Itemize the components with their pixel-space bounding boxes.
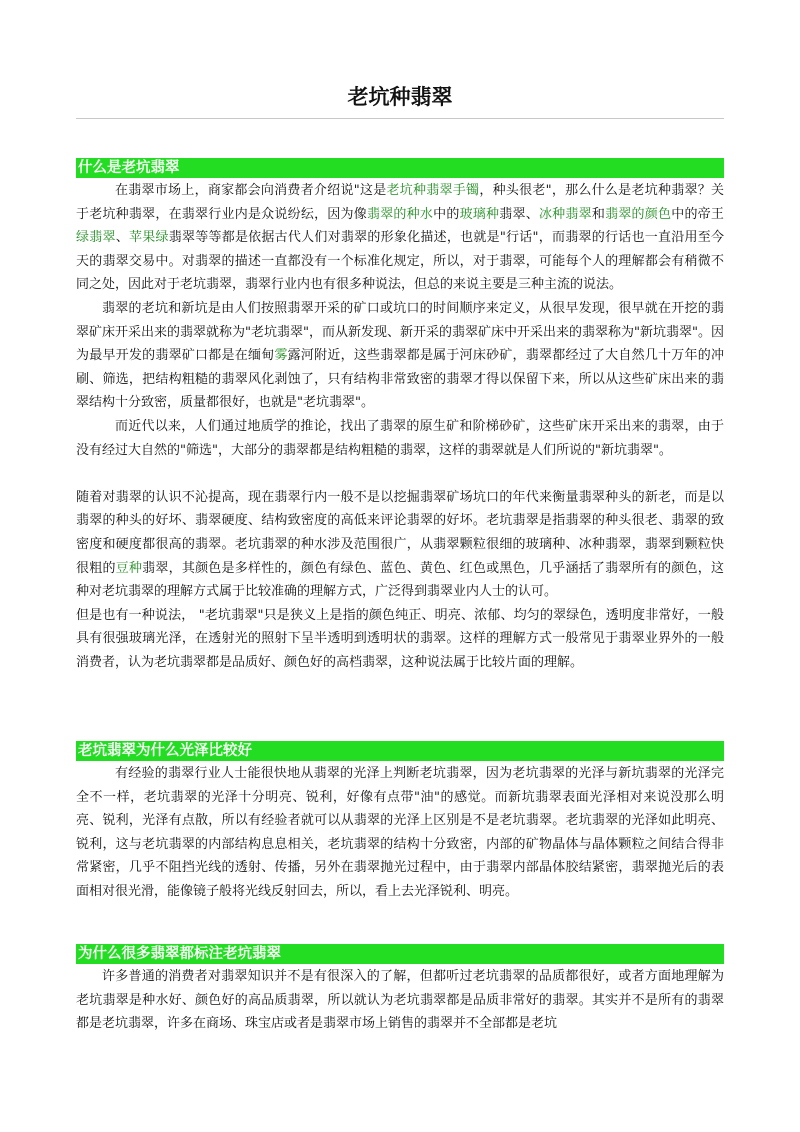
text-run: 有经验的翡翠行业人士能很快地从翡翠的光泽上判断老坑翡翠，因为老坑翡翠的光泽与新坑翡翠的光泽完全不一样，老坑翡翠的光泽十分明亮、锐利，好像有点带"油"的感觉。而新坑翡翠表面光泽相对来说没那么明亮、锐利，光泽有点散，所以有经验者就可以从翡翠的光泽上区别是不是老坑翡翠。老坑翡翠的光泽如此明亮、锐利，这与老坑翡翠的内部结构息息相关，老坑翡翠的结构十分致密，内部的矿物晶体与晶体颗粒之间结合得非常紧密，几乎不阻挡光线的透射、传播，另外在翡翠抛光过程中，由于翡翠内部晶体胶结紧密，翡翠抛光后的表面相对很光滑，能像镜子般将光线反射回去，所以，看上去光泽锐利、明亮。 bbox=[76, 766, 724, 899]
text-run: 而近代以来，人们通过地质学的推论，找出了翡翠的原生矿和阶梯砂矿，这些矿床开采出来的翡翠，由于没有经过大自然的"筛选"，大部分的翡翠都是结构粗糙的翡翠，这样的翡翠就是人们所说的"新坑翡翠"。 bbox=[76, 418, 724, 458]
paragraph bbox=[76, 762, 724, 904]
inline-link[interactable]: 翡翠的颜色 bbox=[605, 206, 672, 222]
section-labeling bbox=[76, 944, 724, 1036]
section-luster bbox=[76, 741, 724, 904]
inline-link[interactable]: 翡翠的种水 bbox=[366, 206, 434, 222]
page-title: 老坑种翡翠 bbox=[347, 85, 453, 109]
text-run: 许多普通的消费者对翡翠知识并不是有很深入的了解，但都听过老坑翡翠的品质都很好，或者方面地理解为老坑翡翠是种水好、颜色好的高品质翡翠，所以就认为老坑翡翠都是品质非常好的翡翠。其实并不是所有的翡翠都是老坑翡翠，许多在商场、珠宝店或者是翡翠市场上销售的翡翠并不全部都是老坑 bbox=[76, 969, 724, 1032]
paragraph bbox=[76, 965, 724, 1036]
inline-link[interactable]: 冰种翡翠 bbox=[538, 206, 592, 222]
paragraph bbox=[76, 604, 724, 675]
inline-link[interactable]: 老坑种翡翠手镯 bbox=[386, 183, 480, 198]
text-run: 中的 bbox=[433, 206, 460, 222]
text-run: 和 bbox=[591, 206, 606, 222]
paragraph bbox=[76, 486, 724, 604]
section-heading: 老坑翡翠为什么光泽比较好 bbox=[76, 741, 724, 761]
text-run: 、 bbox=[115, 230, 129, 246]
title-divider bbox=[76, 118, 724, 119]
inline-link[interactable]: 苹果绿 bbox=[128, 230, 169, 246]
section-what-is bbox=[76, 158, 724, 674]
text-run: 翡翠，其颜色是多样性的，颜色有绿色、蓝色、黄色、红色或黑色，几乎涵括了翡翠所有的颜色，这种对老坑翡翠的理解方式属于比较准确的理解方式，广泛得到翡翠业内人士的认可。 bbox=[76, 560, 724, 600]
section-body bbox=[76, 179, 724, 674]
inline-link[interactable]: 雾 bbox=[274, 348, 288, 364]
text-run: 但是也有一种说法， "老坑翡翠"只是狭义上是指的颜色纯正、明亮、浓郁、均匀的翠绿色，透明度非常好，一般具有很强玻璃光泽，在透射光的照射下呈半透明到透明状的翡翠。这样的理解方式一般常见于翡翠业界外的一般消费者，认为老坑翡翠都是品质好、颜色好的高档翡翠，这种说法属于比较片面的理解。 bbox=[76, 607, 724, 670]
paragraph bbox=[76, 415, 724, 462]
inline-link[interactable]: 玻璃种 bbox=[459, 206, 500, 222]
text-run: 翡翠、 bbox=[499, 206, 539, 222]
section-body bbox=[76, 965, 724, 1036]
text-run: 翡翠等等都是依据古代人们对翡翠的形象化描述，也就是"行话"，而翡翠的行话也一直沿用至今天的翡翠交易中。对翡翠的描述一直都没有一个标准化规定，所以，对于翡翠，可能每个人的理解都会有稍微不同之处，因此对于老坑翡翠，翡翠行业内也有很多种说法，但总的来说主要是三种主流的说法。 bbox=[76, 230, 724, 293]
text-run: 在翡翠市场上，商家都会向消费者介绍说"这是 bbox=[115, 183, 387, 198]
text-run: 翡翠的老坑和新坑是由人们按照翡翠开采的矿口或坑口的时间顺序来定义，从很早发现，很早就在开挖的翡翠矿床开采出来的翡翠就称为"老坑翡翠"，而从新发现、新开采的翡翠矿床中开采出来的翡翠称为"新坑翡翠"。因为最早开发的翡翠矿口都是在缅甸 bbox=[76, 300, 724, 364]
section-body bbox=[76, 762, 724, 904]
text-run: ，种头很老"，那么什么是老坑种翡翠？关于老坑种翡翠，在翡翠行业内是众说纷纭，因为像 bbox=[76, 183, 724, 222]
text-run: 随着对翡翠的认识不沁提高，现在翡翠行内一般不是以挖掘翡翠矿场坑口的年代来衡量翡翠种头的新老，而是以翡翠的种头的好坏、翡翠硬度、结构致密度的高低来评论翡翠的好坏。老坑翡翠是指翡翠的种头很老、翡翠的致密度和硬度都很高的翡翠。老坑翡翠的种水涉及范围很广，从翡翠颗粒很细的玻璃种、冰种翡翠，翡翠到颗粒快很粗的 bbox=[76, 489, 724, 576]
text-run: 中的帝王 bbox=[671, 206, 724, 222]
paragraph-gap bbox=[76, 462, 724, 486]
inline-link[interactable]: 豆种 bbox=[115, 560, 143, 576]
text-run: 露河附近，这些翡翠都是属于河床砂矿，翡翠都经过了大自然几十万年的冲刷、筛选，把结构粗糙的翡翠风化剥蚀了，只有结构非常致密的翡翠才得以保留下来，所以从这些矿床出来的翡翠结构十分致密，质量都很好，也就是"老坑翡翠"。 bbox=[76, 348, 724, 411]
section-heading: 为什么很多翡翠都标注老坑翡翠 bbox=[76, 944, 724, 964]
section-heading: 什么是老坑翡翠 bbox=[76, 158, 724, 178]
inline-link[interactable]: 绿翡翠 bbox=[76, 230, 116, 246]
paragraph bbox=[76, 179, 724, 297]
paragraph bbox=[76, 297, 724, 415]
